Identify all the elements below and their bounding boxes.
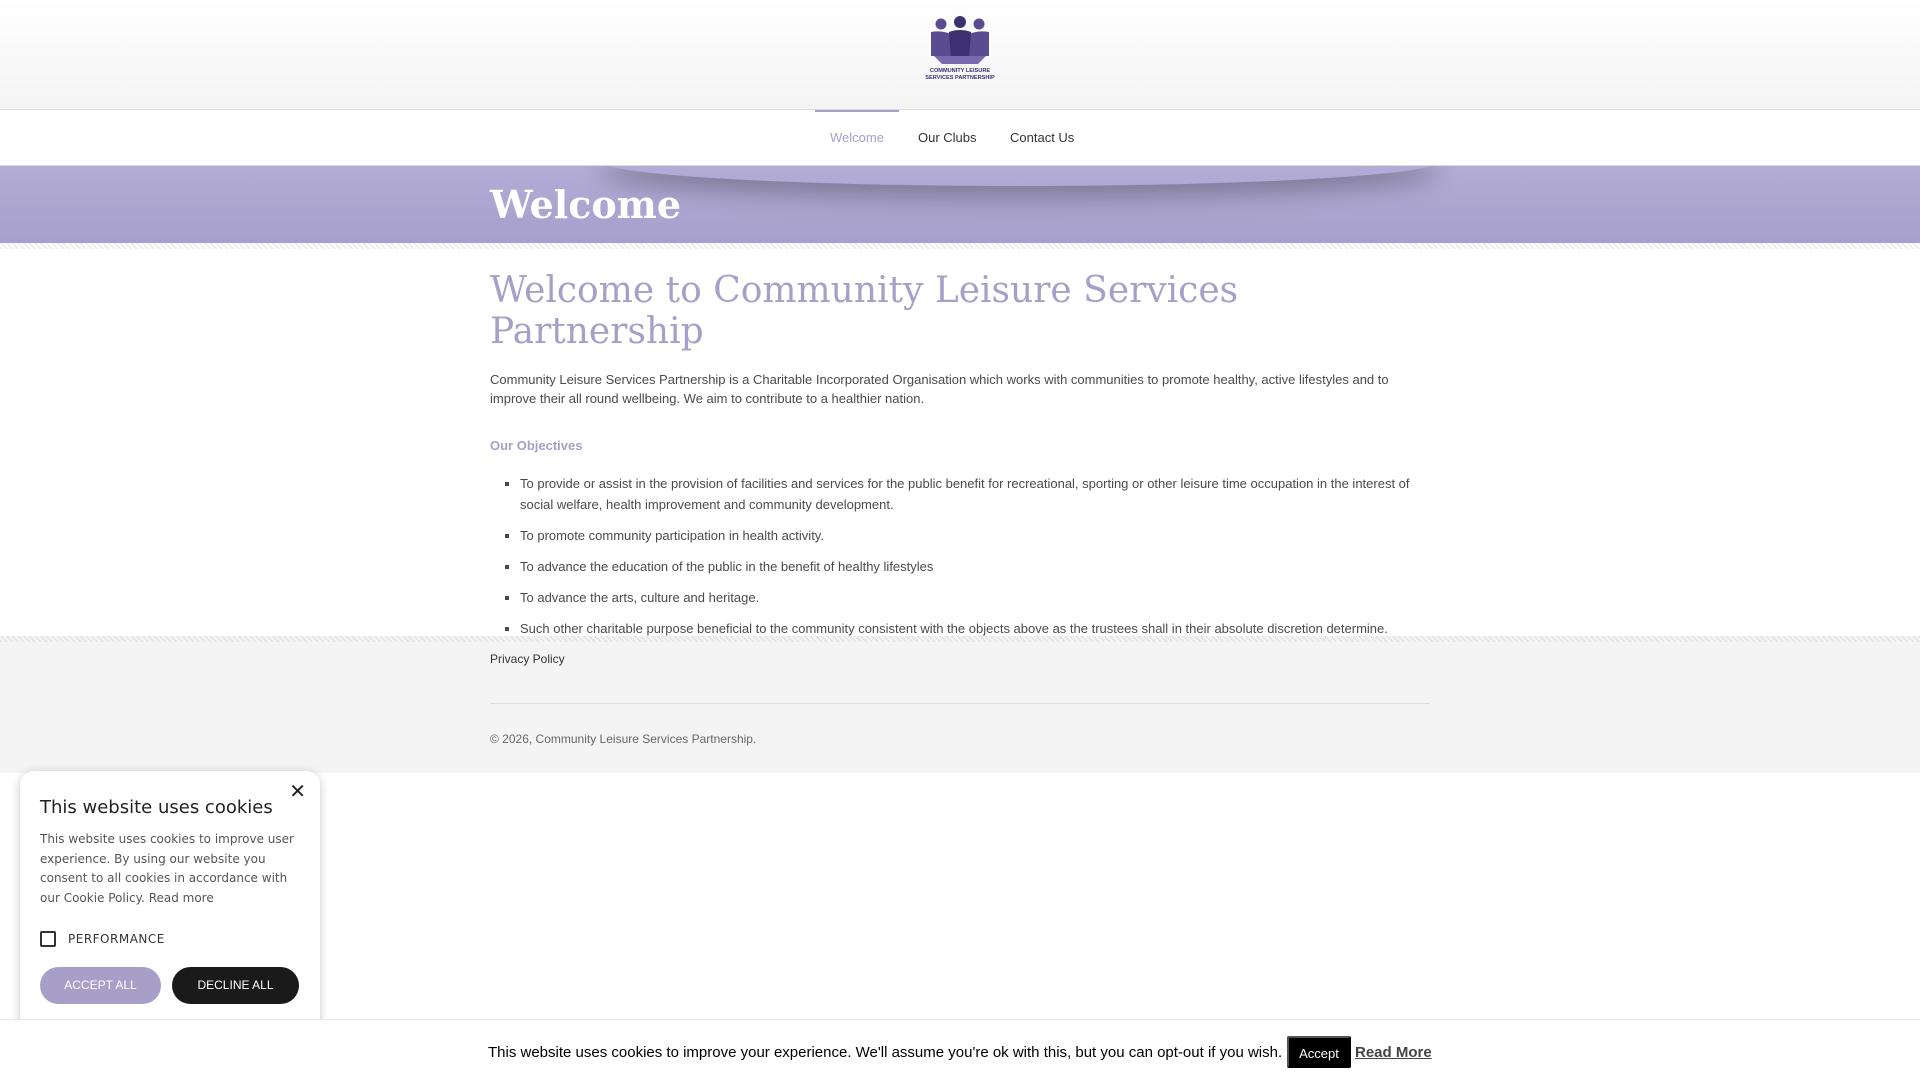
nav-item-our-clubs[interactable]: Our Clubs (918, 130, 977, 145)
main-content (490, 270, 1432, 649)
performance-label: PERFORMANCE (68, 932, 165, 946)
logo-text-line2: SERVICES PARTNERSHIP (925, 75, 995, 81)
banner-stripe-divider (0, 243, 1920, 249)
page-banner (0, 166, 1920, 243)
banner-title: Welcome (490, 182, 682, 227)
cookie-consent-panel (20, 771, 320, 1060)
objectives-list (490, 473, 1432, 639)
performance-option[interactable] (40, 929, 165, 949)
decline-all-button[interactable]: DECLINE ALL (172, 967, 299, 1004)
cookie-panel-body: This website uses cookies to improve user experience. By using our website you consent to all cookies in accordance with our Cookie Policy. (40, 832, 294, 905)
cookie-read-more-link[interactable]: Read more (148, 890, 214, 905)
nav-item-welcome[interactable]: Welcome (815, 110, 899, 166)
objective-item: ▪ To provide or assist in the provision of facilities and services for the public benefit for recreational, sporting or other leisure time occupation in the interest of social welfare, health improvement and community development. (520, 473, 1432, 515)
close-icon[interactable]: ✕ (289, 779, 306, 803)
copyright-text: © 2026, Community Leisure Services Partnership. (490, 732, 757, 746)
three-people-logo-icon (931, 16, 989, 64)
cookie-bar-text: This website uses cookies to improve your experience. We'll assume you're ok with this, but you can opt-out if you wish. (488, 1044, 1283, 1061)
banner-shadow (600, 166, 1440, 186)
accept-all-button[interactable]: ACCEPT ALL (40, 967, 161, 1004)
main-nav (0, 110, 1920, 166)
objective-item: ▪ To promote community participation in health activity. (520, 525, 1432, 546)
site-logo[interactable] (918, 16, 1002, 82)
cookie-panel-title: This website uses cookies (40, 797, 273, 818)
intro-paragraph: Community Leisure Services Partnership is a Charitable Incorporated Organisation which works with communities to promote healthy, active lifestyles and to improve their all round wellbeing. We aim to contribute to a healthier nation. (490, 372, 1389, 406)
cookie-bar-accept-button[interactable]: Accept (1287, 1036, 1351, 1068)
objective-item: ▪ To advance the arts, culture and heritage. (520, 587, 1432, 608)
cookie-bar-read-more-link[interactable]: Read More (1355, 1044, 1432, 1061)
objectives-heading: Our Objectives (490, 438, 583, 453)
footer-divider (490, 703, 1430, 704)
cookie-notice-bar (0, 1019, 1920, 1080)
objective-item: ▪ To advance the education of the public in the benefit of healthy lifestyles (520, 556, 1432, 577)
privacy-policy-link[interactable]: Privacy Policy (490, 652, 565, 666)
cookie-panel-text (40, 830, 308, 908)
logo-text-line1: COMMUNITY LEISURE (929, 68, 991, 74)
nav-item-contact-us[interactable]: Contact Us (1010, 130, 1075, 145)
objective-item: ▪ Such other charitable purpose beneficial to the community consistent with the objects above as the trustees shall in their absolute discretion determine. (520, 618, 1432, 639)
page-heading: Welcome to Community Leisure Services Partnership (490, 270, 1239, 352)
site-footer (0, 636, 1920, 773)
footer-stripe-divider (0, 636, 1920, 642)
performance-checkbox[interactable] (40, 931, 56, 947)
site-header (0, 0, 1920, 110)
